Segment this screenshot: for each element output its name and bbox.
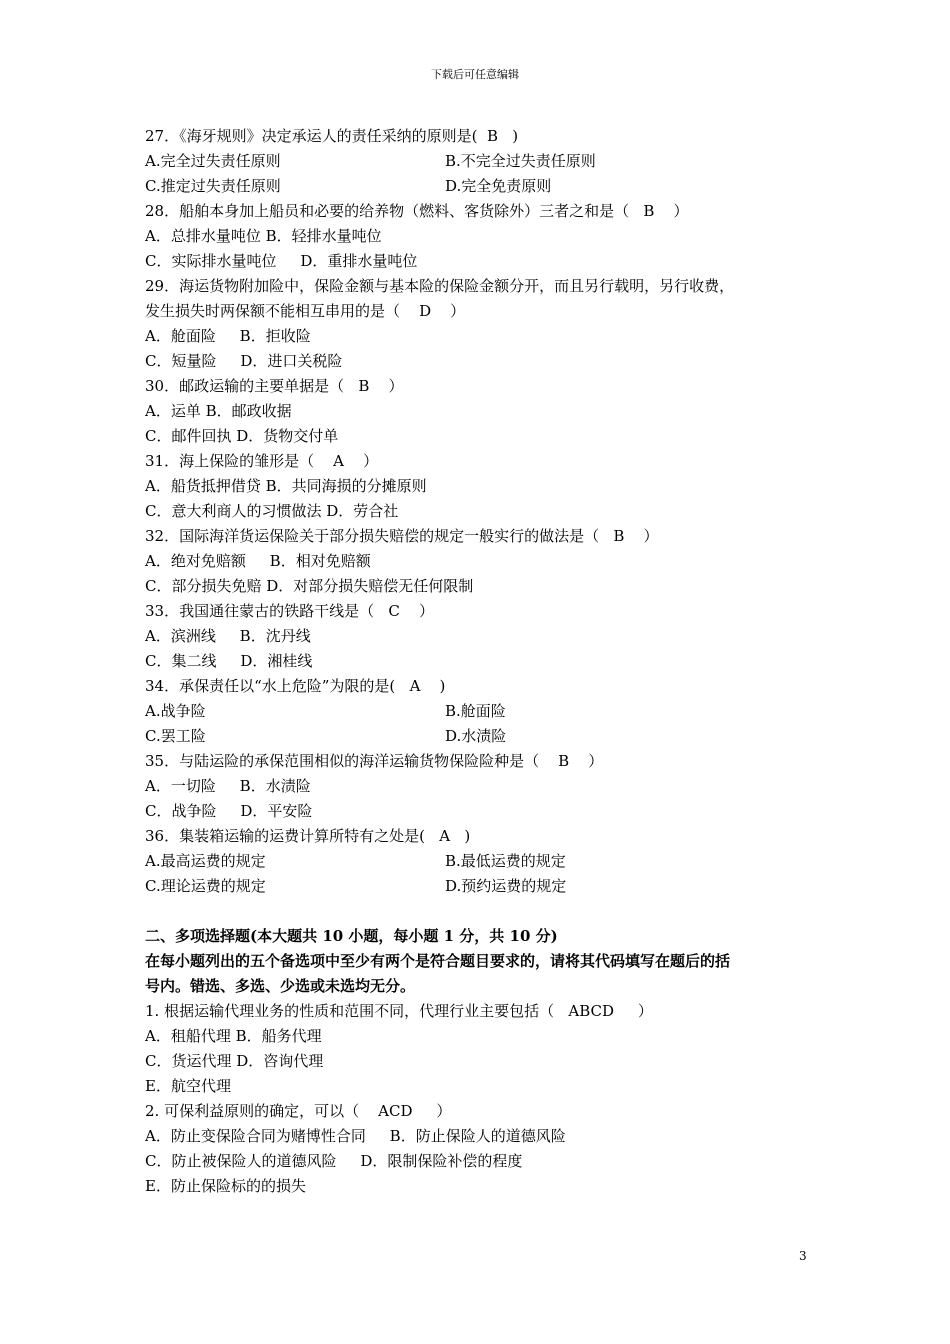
option-row <box>145 874 825 899</box>
text-line: A．运单 B．邮政收据 <box>145 402 292 420</box>
text-line: 29．海运货物附加险中，保险金额与基本险的保险金额分开，而且另行载明，另行收费， <box>145 277 735 295</box>
section-heading-line: 号内。错选、多选、少选或未选均无分。 <box>145 977 416 995</box>
option-left: C.推定过失责任原则 <box>145 177 281 195</box>
option-right: B.舱面险 <box>445 702 506 720</box>
text-line: 33．我国通往蒙古的铁路干线是（ C ） <box>145 602 434 620</box>
text-line: A．租船代理 B．船务代理 <box>145 1027 322 1045</box>
option-left: A.战争险 <box>145 702 206 720</box>
text-line: A．船货抵押借贷 B．共同海损的分摊原则 <box>145 477 427 495</box>
text-line: 35．与陆运险的承保范围相似的海洋运输货物保险险种是（ B ） <box>145 752 604 770</box>
text-line: E．防止保险标的的损失 <box>145 1177 306 1195</box>
option-left: A.最高运费的规定 <box>145 852 266 870</box>
text-line: 发生损失时两保额不能相互串用的是（ D ） <box>145 302 466 320</box>
text-line: 32．国际海洋货运保险关于部分损失赔偿的规定一般实行的做法是（ B ） <box>145 527 659 545</box>
option-right: D.预约运费的规定 <box>445 877 567 895</box>
option-right: B.最低运费的规定 <box>445 852 566 870</box>
multiple-choice-section <box>145 924 825 1199</box>
text-line: C．战争险 D．平安险 <box>145 802 313 820</box>
text-line: 27．《海牙规则》决定承运人的责任采纳的原则是( B ) <box>145 127 519 145</box>
text-line: A．一切险 B．水渍险 <box>145 777 311 795</box>
single-choice-section <box>145 124 825 899</box>
section-heading-line: 二、多项选择题(本大题共 10 小题，每小题 1 分，共 10 分) <box>145 927 558 945</box>
text-line: 31．海上保险的雏形是（ A ） <box>145 452 379 470</box>
text-line: C．实际排水量吨位 D．重排水量吨位 <box>145 252 418 270</box>
document-body <box>145 124 825 1199</box>
option-row <box>145 849 825 874</box>
text-line: 36．集装箱运输的运费计算所特有之处是( A ) <box>145 827 471 845</box>
option-right: D.水渍险 <box>445 727 507 745</box>
text-line: 34．承保责任以“水上危险”为限的是( A ) <box>145 677 446 695</box>
text-line: 1. 根据运输代理业务的性质和范围不同，代理行业主要包括（ ABCD ） <box>145 1002 653 1020</box>
option-left: C.理论运费的规定 <box>145 877 266 895</box>
option-right: D.完全免责原则 <box>445 177 552 195</box>
text-line: C．邮件回执 D．货物交付单 <box>145 427 339 445</box>
text-line: A．总排水量吨位 B．轻排水量吨位 <box>145 227 382 245</box>
page-number: 3 <box>799 1249 807 1263</box>
text-line: C．防止被保险人的道德风险 D．限制保险补偿的程度 <box>145 1152 523 1170</box>
text-line: C．集二线 D．湘桂线 <box>145 652 313 670</box>
section-gap <box>145 899 825 924</box>
option-right: B.不完全过失责任原则 <box>445 152 596 170</box>
page-header: 下载后可任意编辑 <box>431 68 519 81</box>
text-line: E．航空代理 <box>145 1077 231 1095</box>
option-row <box>145 699 825 724</box>
text-line: A．舱面险 B．拒收险 <box>145 327 311 345</box>
section-heading-line: 在每小题列出的五个备选项中至少有两个是符合题目要求的，请将其代码填写在题后的括 <box>145 952 731 970</box>
text-line: 28．船舶本身加上船员和必要的给养物（燃料、客货除外）三者之和是（ B ） <box>145 202 689 220</box>
option-row <box>145 724 825 749</box>
text-line: A．滨洲线 B．沈丹线 <box>145 627 311 645</box>
text-line: C．部分损失免赔 D．对部分损失赔偿无任何限制 <box>145 577 474 595</box>
text-line: C．短量险 D．进口关税险 <box>145 352 343 370</box>
text-line: A．绝对免赔额 B．相对免赔额 <box>145 552 371 570</box>
option-row <box>145 149 825 174</box>
option-left: C.罢工险 <box>145 727 206 745</box>
text-line: C．货运代理 D．咨询代理 <box>145 1052 324 1070</box>
text-line: C．意大利商人的习惯做法 D．劳合社 <box>145 502 399 520</box>
option-left: A.完全过失责任原则 <box>145 152 281 170</box>
text-line: 30．邮政运输的主要单据是（ B ） <box>145 377 404 395</box>
text-line: A．防止变保险合同为赌博性合同 B．防止保险人的道德风险 <box>145 1127 566 1145</box>
text-line: 2. 可保利益原则的确定，可以（ ACD ） <box>145 1102 452 1120</box>
option-row <box>145 174 825 199</box>
